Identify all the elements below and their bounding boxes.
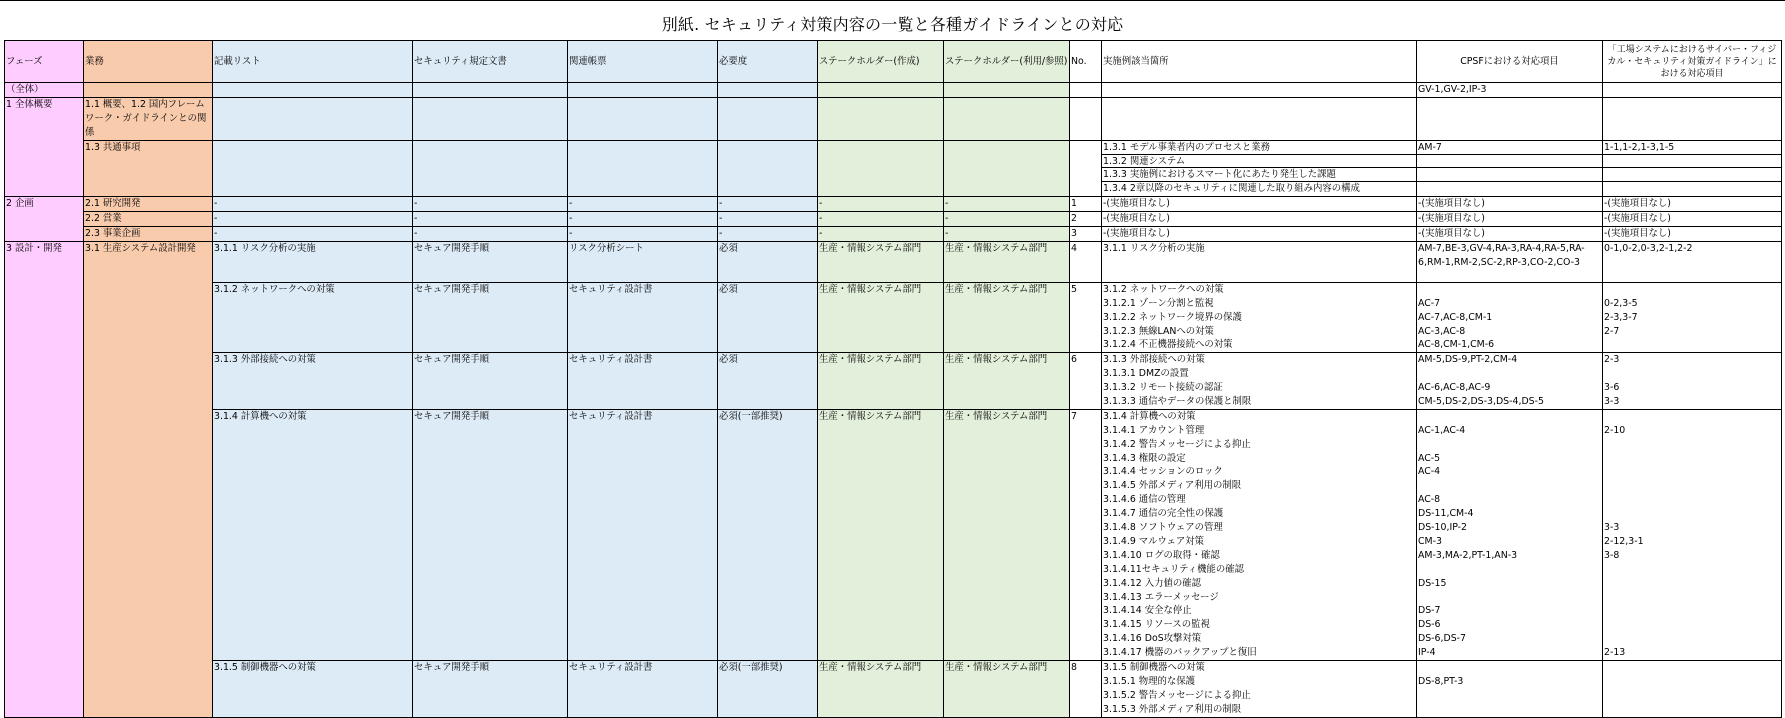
cpsf-line: AC-5 [1418,452,1441,464]
stakeholder-use-cell: 生産・情報システム部門 [944,660,1070,717]
detail-line: 3.1.3 外部接続への対策 [1103,354,1205,366]
header-guideline: 「工場システムにおけるサイバー・フィジカル・セキュリティ対策ガイドライン」における対応項目 [1603,41,1782,83]
list-cell: 3.1.5 制御機器への対策 [213,660,413,717]
detail-line: 3.1.4.11セキュリティ機能の確認 [1103,563,1244,575]
stakeholder-create-cell: 生産・情報システム部門 [818,241,944,282]
cpsf-line [1417,703,1602,717]
task-cell: 2.2 営業 [84,212,213,227]
guide-line [1603,563,1781,577]
guideline-cell [1603,97,1782,140]
detail-cell [1102,227,1417,242]
cpsf-line: DS-6,DS-7 [1418,633,1467,645]
stakeholder-use-cell: 生産・情報システム部門 [944,409,1070,660]
guide-line [1603,283,1781,297]
rule-doc-cell: セキュア開発手順 [413,353,568,410]
cpsf-line [1417,367,1602,381]
rule-doc-cell: セキュア開発手順 [413,282,568,352]
header-detail: 実施例該当箇所 [1102,41,1417,83]
detail-line: 3.1.4.10 ログの取得・確認 [1103,549,1220,561]
detail-line: 3.1.5 制御機器への対策 [1103,661,1205,673]
cpsf-line: AC-8,CM-1,CM-6 [1418,339,1495,351]
detail-line: 3.1.4.1 アカウント管理 [1103,424,1205,436]
detail-cell [1102,197,1417,212]
form-cell: - [568,212,718,227]
stakeholder-use-cell [944,97,1070,140]
guide-line: 2-3,3-7 [1604,311,1638,323]
cpsf-line [1417,283,1602,297]
no-cell [1070,140,1102,197]
detail-cell [1102,241,1417,282]
no-cell: 3 [1070,227,1102,242]
list-cell: - [213,212,413,227]
guide-line: 3-3 [1604,396,1620,408]
cpsf-cell [1417,212,1603,227]
guide-line [1603,604,1781,618]
guide-line [1603,452,1781,466]
cpsf-cell [1417,227,1603,242]
cpsf-line [1417,155,1602,169]
cpsf-line: GV-1,GV-2,IP-3 [1418,84,1487,95]
list-cell: 3.1.3 外部接続への対策 [213,353,413,410]
cpsf-line: -(実施項目なし) [1418,198,1485,210]
table-row [5,140,1782,197]
cpsf-line: IP-4 [1418,647,1436,659]
stakeholder-create-cell: 生産・情報システム部門 [818,282,944,352]
header-stakeholder-use: ステークホルダー(利用/参照) [944,41,1070,83]
rule-doc-cell [413,140,568,197]
cpsf-line: DS-10,IP-2 [1418,522,1468,534]
need-cell: 必須(一部推奨) [718,660,818,717]
guide-line [1603,577,1781,591]
detail-line: 3.1.4.17 機器のバックアップと復旧 [1103,647,1257,659]
cpsf-line [1418,98,1601,112]
stakeholder-use-cell: - [944,197,1070,212]
guide-line [1603,155,1781,169]
stakeholder-create-cell [818,140,944,197]
cpsf-line: DS-8,PT-3 [1418,675,1464,687]
guide-line [1604,83,1780,97]
detail-line: 3.1.4.13 エラーメッセージ [1103,591,1219,603]
cpsf-cell [1417,353,1603,410]
need-cell [718,140,818,197]
detail-line: 3.1.4.7 通信の完全性の保護 [1103,508,1224,520]
cpsf-line: DS-15 [1418,577,1447,589]
guide-line: 2-7 [1604,325,1620,337]
cpsf-cell [1417,241,1603,282]
stakeholder-use-cell [944,83,1070,98]
cpsf-line: -(実施項目なし) [1418,228,1485,239]
detail-line: 3.1.4.8 ソフトウェアの管理 [1103,522,1223,534]
phase-cell: （全体） [5,83,84,98]
guide-line [1603,438,1781,452]
cpsf-line: DS-7 [1418,605,1441,617]
detail-line: 3.1.5.3 外部メディア利用の制限 [1103,703,1242,715]
stakeholder-use-cell: - [944,227,1070,242]
list-cell: 3.1.4 計算機への対策 [213,409,413,660]
detail-cell [1102,212,1417,227]
cpsf-line: CM-5,DS-2,DS-3,DS-4,DS-5 [1418,396,1544,408]
guide-line: -(実施項目なし) [1604,228,1671,239]
detail-line: 3.1.4.5 外部メディア利用の制限 [1103,480,1242,492]
cpsf-line: -(実施項目なし) [1418,213,1485,225]
detail-cell [1102,140,1417,197]
detail-line: -(実施項目なし) [1103,228,1170,239]
no-cell: 5 [1070,282,1102,352]
top-border [0,0,1785,1]
rule-doc-cell [413,83,568,98]
stakeholder-create-cell: - [818,212,944,227]
cpsf-line: AM-7 [1417,141,1602,155]
form-cell [568,97,718,140]
guide-line [1604,98,1780,112]
table-row [5,282,1782,352]
header-cpsf: CPSFにおける対応項目 [1417,41,1603,83]
need-cell: 必須 [718,282,818,352]
task-cell: 1.1 概要、1.2 国内フレームワーク・ガイドラインとの関係 [84,97,213,140]
form-cell: セキュリティ設計書 [568,353,718,410]
detail-line: 3.1.4.3 権限の設定 [1103,452,1186,464]
header-form: 関連帳票 [568,41,718,83]
detail-cell [1102,409,1417,660]
guide-line [1603,168,1781,182]
detail-line: -(実施項目なし) [1103,198,1170,210]
detail-line [1103,83,1415,97]
stakeholder-create-cell: 生産・情報システム部門 [818,409,944,660]
guide-line [1603,479,1781,493]
header-rule-doc: セキュリティ規定文書 [413,41,568,83]
cpsf-cell [1417,282,1603,352]
guide-line [1603,493,1781,507]
guide-line: 3-3 [1604,522,1620,534]
guide-line: 1-1,1-2,1-3,1-5 [1603,141,1781,155]
detail-line: 1.3.4 2章以降のセキュリティに関連した取り組み内容の構成 [1103,183,1360,195]
table-row [5,197,1782,212]
guideline-cell [1603,241,1782,282]
guideline-cell [1603,140,1782,197]
stakeholder-create-cell [818,83,944,98]
guide-line: 2-13 [1604,647,1626,659]
need-cell: - [718,197,818,212]
cpsf-line [1417,438,1602,452]
detail-line: 3.1.4.14 安全な停止 [1103,605,1192,617]
form-cell: セキュリティ設計書 [568,282,718,352]
form-cell [568,83,718,98]
guide-line: 0-2,3-5 [1604,297,1638,309]
need-cell: - [718,212,818,227]
guideline-cell [1603,197,1782,212]
detail-line: 3.1.4.12 入力値の確認 [1103,577,1201,589]
guide-line: 3-6 [1604,382,1620,394]
guideline-cell [1603,227,1782,242]
header-need: 必要度 [718,41,818,83]
detail-line: 3.1.3.2 リモート接続の認証 [1103,382,1223,394]
list-cell: 3.1.2 ネットワークへの対策 [213,282,413,352]
cpsf-cell [1417,660,1603,717]
form-cell [568,140,718,197]
form-cell: - [568,227,718,242]
cpsf-line [1417,410,1602,424]
guide-line [1603,591,1781,605]
cpsf-line: CM-3 [1418,535,1442,547]
guide-line [1603,182,1781,196]
detail-line: 3.1.2 ネットワークへの対策 [1103,283,1224,295]
detail-line: 1.3.3 実施例におけるスマート化にあたり発生した課題 [1102,168,1416,182]
table-row [5,212,1782,227]
detail-line: 3.1.2.3 無線LANへの対策 [1103,325,1214,337]
rule-doc-cell: セキュア開発手順 [413,241,568,282]
phase-cell: 2 企画 [5,197,84,242]
detail-line: 3.1.3.1 DMZの設置 [1103,368,1189,380]
header-task: 業務 [84,41,213,83]
table-row [5,409,1782,660]
need-cell [718,83,818,98]
guide-line: 2-3 [1604,354,1620,366]
guide-line [1603,465,1781,479]
stakeholder-use-cell: 生産・情報システム部門 [944,282,1070,352]
guide-line [1603,338,1781,352]
security-measures-table [4,40,1782,718]
detail-line: 3.1.4 計算機への対策 [1103,410,1196,422]
cpsf-cell [1417,409,1603,660]
cpsf-line [1417,479,1602,493]
guide-line: 0-1,0-2,0-3,2-1,2-2 [1604,242,1693,254]
header-list: 記載リスト [213,41,413,83]
guide-line: 2-12,3-1 [1604,535,1644,547]
guide-line [1603,507,1781,521]
rule-doc-cell: - [413,212,568,227]
rule-doc-cell: - [413,227,568,242]
task-cell: 2.3 事業企画 [84,227,213,242]
cpsf-line: AM-7,BE-3,GV-4,RA-3,RA-4,RA-5,RA-6,RM-1,RM-2,SC-2,RP-3,CO-2,CO-3 [1418,242,1585,268]
no-cell: 1 [1070,197,1102,212]
cpsf-line: AC-4 [1418,466,1441,478]
guideline-cell [1603,212,1782,227]
list-cell: 3.1.1 リスク分析の実施 [213,241,413,282]
list-cell [213,140,413,197]
detail-line: 3.1.4.2 警告メッセージによる抑止 [1103,438,1251,450]
detail-line: 3.1.4.15 リソースの監視 [1103,619,1210,631]
detail-line: 3.1.2.1 ゾーン分割と監視 [1103,297,1214,309]
detail-line: 3.1.3.3 通信やデータの保護と制限 [1103,396,1252,408]
guide-line [1603,367,1781,381]
guide-line [1603,689,1781,703]
stakeholder-create-cell: 生産・情報システム部門 [818,660,944,717]
no-cell: 8 [1070,660,1102,717]
detail-cell [1102,660,1417,717]
task-cell [84,83,213,98]
form-cell: セキュリティ設計書 [568,409,718,660]
task-cell: 1.3 共通事項 [84,140,213,197]
cpsf-line: DS-6 [1418,619,1441,631]
cpsf-line: AC-7 [1418,297,1441,309]
guideline-cell [1603,660,1782,717]
guide-line [1603,632,1781,646]
detail-cell [1102,83,1417,98]
cpsf-line: AC-6,AC-8,AC-9 [1418,382,1491,394]
no-cell: 2 [1070,212,1102,227]
no-cell: 4 [1070,241,1102,282]
cpsf-line [1417,168,1602,182]
list-cell [213,83,413,98]
header-phase: フェーズ [5,41,84,83]
detail-cell [1102,353,1417,410]
rule-doc-cell: セキュア開発手順 [413,409,568,660]
cpsf-cell [1417,97,1603,140]
detail-line: 3.1.4.4 セッションのロック [1103,466,1223,478]
stakeholder-use-cell: 生産・情報システム部門 [944,353,1070,410]
table-row [5,97,1782,140]
detail-line [1103,98,1415,112]
guide-line [1603,703,1781,717]
detail-line: 3.1.5.1 物理的な保護 [1103,675,1196,687]
no-cell [1070,97,1102,140]
rule-doc-cell [413,97,568,140]
stakeholder-use-cell [944,140,1070,197]
cpsf-line: AM-5,DS-9,PT-2,CM-4 [1418,354,1518,366]
cpsf-line: AC-3,AC-8 [1418,325,1466,337]
need-cell: 必須 [718,353,818,410]
cpsf-cell [1417,83,1603,98]
detail-line: 3.1.4.16 DoS攻撃対策 [1103,633,1202,645]
detail-line: 3.1.2.4 不正機器接続への対策 [1103,339,1233,351]
list-cell [213,97,413,140]
cpsf-line: AC-8 [1418,494,1441,506]
need-cell: 必須 [718,241,818,282]
guide-line [1603,410,1781,424]
detail-line: 3.1.4.6 通信の管理 [1103,494,1186,506]
stakeholder-create-cell: - [818,227,944,242]
stakeholder-use-cell: 生産・情報システム部門 [944,241,1070,282]
guide-line [1603,618,1781,632]
cpsf-line [1417,182,1602,196]
phase-cell: 3 設計・開発 [5,241,84,717]
no-cell: 6 [1070,353,1102,410]
table-row [5,227,1782,242]
header-stakeholder-create: ステークホルダー(作成) [818,41,944,83]
guide-line: 3-8 [1604,549,1620,561]
stakeholder-create-cell: 生産・情報システム部門 [818,353,944,410]
detail-line: -(実施項目なし) [1103,213,1170,225]
stakeholder-create-cell [818,97,944,140]
guide-line: -(実施項目なし) [1604,213,1671,225]
phase-cell: 1 全体概要 [5,97,84,196]
guide-line [1603,675,1781,689]
cpsf-cell [1417,197,1603,212]
guide-line: -(実施項目なし) [1604,198,1671,210]
detail-line: 3.1.2.2 ネットワーク境界の保護 [1103,311,1242,323]
list-cell: - [213,227,413,242]
header-row [5,41,1782,83]
detail-line: 3.1.1 リスク分析の実施 [1103,242,1205,254]
detail-line: 3.1.4.9 マルウェア対策 [1103,535,1205,547]
table-row [5,83,1782,98]
cpsf-line [1417,591,1602,605]
cpsf-line: DS-11,CM-4 [1418,508,1474,520]
table-row [5,353,1782,410]
detail-line: 3.1.5.2 警告メッセージによる抑止 [1103,689,1251,701]
detail-cell [1102,282,1417,352]
cpsf-line: AC-7,AC-8,CM-1 [1418,311,1493,323]
detail-line: 1.3.2 関連システム [1102,155,1416,169]
form-cell: セキュリティ設計書 [568,660,718,717]
rule-doc-cell: - [413,197,568,212]
stakeholder-create-cell: - [818,197,944,212]
detail-cell [1102,97,1417,140]
task-cell: 3.1 生産システム設計開発 [84,241,213,717]
need-cell: - [718,227,818,242]
guideline-cell [1603,83,1782,98]
cpsf-line [1417,689,1602,703]
cpsf-cell [1417,140,1603,197]
guideline-cell [1603,409,1782,660]
table-row [5,660,1782,717]
cpsf-line [1417,661,1602,675]
guide-line [1603,661,1781,675]
cpsf-line [1417,563,1602,577]
table-row [5,241,1782,282]
rule-doc-cell: セキュア開発手順 [413,660,568,717]
form-cell: リスク分析シート [568,241,718,282]
list-cell: - [213,197,413,212]
header-no: No. [1070,41,1102,83]
no-cell: 7 [1070,409,1102,660]
cpsf-line: AM-3,MA-2,PT-1,AN-3 [1418,549,1518,561]
guideline-cell [1603,282,1782,352]
form-cell: - [568,197,718,212]
no-cell [1070,83,1102,98]
cpsf-line: AC-1,AC-4 [1418,424,1466,436]
stakeholder-use-cell: - [944,212,1070,227]
need-cell [718,97,818,140]
task-cell: 2.1 研究開発 [84,197,213,212]
detail-line: 1.3.1 モデル事業者内のプロセスと業務 [1102,141,1416,155]
guideline-cell [1603,353,1782,410]
need-cell: 必須(一部推奨) [718,409,818,660]
guide-line: 2-10 [1604,424,1626,436]
page-title: 別紙. セキュリティ対策内容の一覧と各種ガイドラインとの対応 [661,15,1124,34]
